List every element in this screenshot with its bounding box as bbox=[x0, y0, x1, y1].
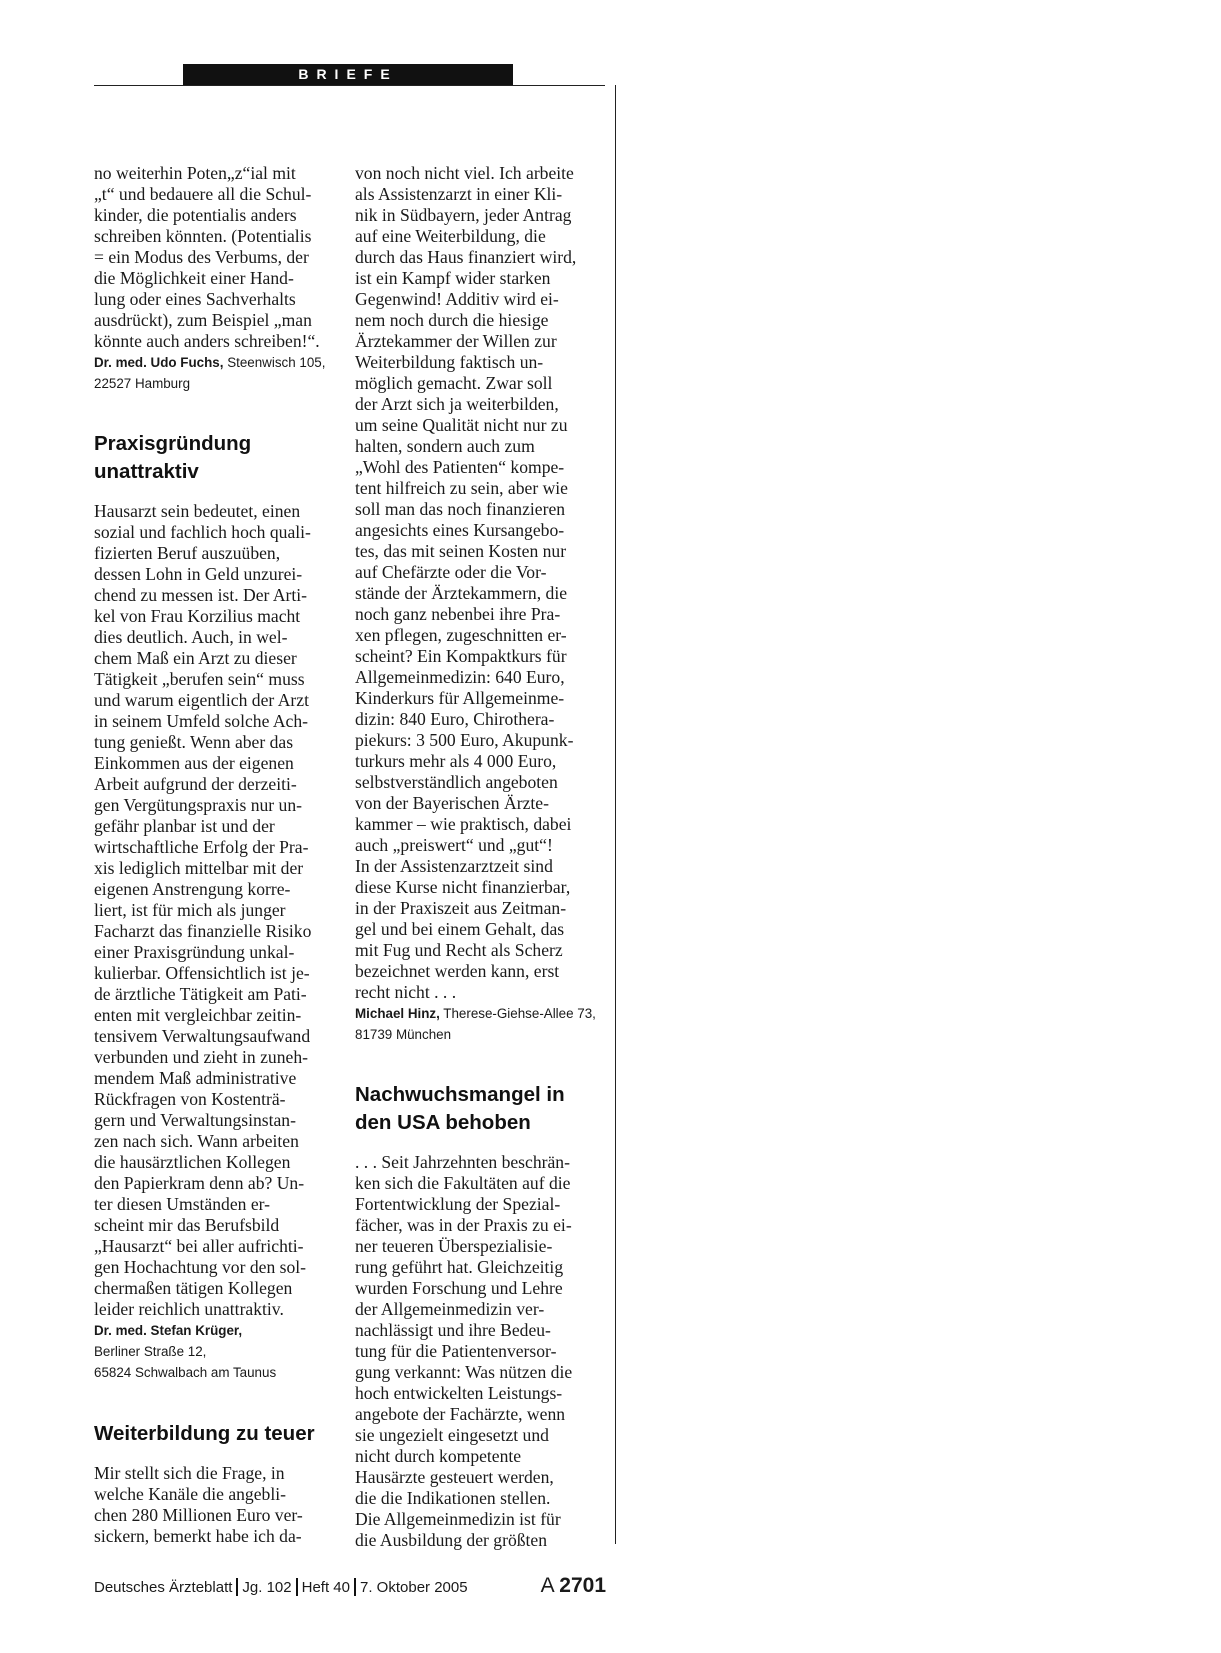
page-number-value: 2701 bbox=[559, 1574, 606, 1597]
author-name: Michael Hinz, bbox=[355, 1006, 440, 1021]
author-address: Therese-Giehse-Allee 73, 81739 München bbox=[355, 1006, 596, 1042]
right-column bbox=[355, 163, 607, 1551]
letter-signature bbox=[355, 1003, 607, 1045]
column-rule bbox=[615, 85, 616, 1544]
footer-citation bbox=[94, 1578, 468, 1597]
footer-separator bbox=[236, 1578, 238, 1596]
letter-continuation: no weiterhin Poten„z“ial mit „t“ und bedauere all die Schul- kinder, die potentialis anders schreiben könnten. (Potentialis = ein Modus des Verbums, der die Möglichkeit einer Hand- lung oder eines Sachverhalts ausdrückt), zum Beispiel „man könnte auch anders schreiben!“. bbox=[94, 163, 320, 351]
letter-body: Mir stellt sich die Frage, in welche Kanäle die angebli- chen 280 Millionen Euro ver- sickern, bemerkt habe ich da- bbox=[94, 1463, 303, 1546]
journal-issue: Heft 40 bbox=[301, 1579, 350, 1596]
author-name: Dr. med. Udo Fuchs, bbox=[94, 355, 224, 370]
author-address: Berliner Straße 12, 65824 Schwalbach am Taunus bbox=[94, 1344, 277, 1380]
journal-name: Deutsches Ärzteblatt bbox=[94, 1579, 233, 1596]
letter-heading: Praxisgründung unattraktiv bbox=[94, 432, 252, 483]
journal-volume: Jg. 102 bbox=[242, 1579, 292, 1596]
page-number bbox=[541, 1573, 606, 1599]
left-column bbox=[94, 163, 340, 1547]
letter-body: von noch nicht viel. Ich arbeite als Assistenzarzt in einer Kli- nik in Südbayern, jeder Antrag auf eine Weiterbildung, die durch das Haus finanziert wird, ist ein Kampf wider starken Gegenwind! Additiv wird ei- nem noch durch die hiesige Ärztekammer der Willen zur Weiterbildung faktisch un- möglich gemacht. Zwar soll der Arzt sich ja weiterbilden, um seine Qualität nicht nur zu halten, sondern auch zum „Wohl des Patienten“ kompe- tent hilfreich zu sein, aber wie soll man das noch finanzieren angesichts eines Kursangebo- tes, das mit seinen Kosten nur auf Chefärzte oder die Vor- stände der Ärztekammern, die noch ganz nebenbei ihre Pra- xen pflegen, zugeschnitten er- scheint? Ein Kompaktkurs für Allgemeinmedizin: 640 Euro, Kinderkurs für Allgemeinme- dizin: 840 Euro, Chirothera- piekurs: 3 500 Euro, Akupunk- turkurs mehr als 4 000 Euro, selbstverständlich angeboten von der Bayerischen Ärzte- kammer – wie praktisch, dabei auch „preiswert“ und „gut“! In der Assistenzarztzeit sind diese Kurse nicht finanzierbar, in der Praxiszeit aus Zeitman- gel und bei einem Gehalt, das mit Fug und Recht als Scherz bezeichnet werden kann, erst recht nicht . . . bbox=[355, 163, 577, 1002]
letter-signature bbox=[94, 352, 340, 394]
letter-heading: Nachwuchsmangel in den USA behoben bbox=[355, 1083, 565, 1134]
page-prefix: A bbox=[540, 1574, 560, 1597]
footer-separator bbox=[354, 1578, 356, 1596]
letter-body: Hausarzt sein bedeutet, einen sozial und fachlich hoch quali- fizierten Beruf auszuüben, dessen Lohn in Geld unzurei- chend zu messen ist. Der Arti- kel von Frau Korzilius macht dies deutlich. Auch, in wel- chem Maß ein Arzt zu dieser Tätigkeit „berufen sein“ muss und warum eigentlich der Arzt in seinem Umfeld solche Ach- tung genießt. Wenn aber das Einkommen aus der eigenen Arbeit aufgrund der derzeiti- gen Vergütungspraxis nur un- gefähr planbar ist und der wirtschaftliche Erfolg der Pra- xis lediglich mittelbar mit der eigenen Anstrengung korre- liert, ist für mich als junger Facharzt das finanzielle Risiko einer Praxisgründung unkal- kulierbar. Offensichtlich ist je- de ärztliche Tätigkeit am Pati- enten mit vergleichbar zeitin- tensivem Verwaltungsaufwand verbunden und zieht in zuneh- mendem Maß administrative Rückfragen von Kostenträ- gern und Verwaltungsinstan- zen nach sich. Wann arbeiten die hausärztlichen Kollegen den Papierkram denn ab? Un- ter diesen Umständen er- scheint mir das Berufsbild „Hausarzt“ bei aller aufrichti- gen Hochachtung vor den sol- chermaßen tätigen Kollegen leider reichlich unattraktiv. bbox=[94, 501, 312, 1319]
header-rule bbox=[94, 85, 605, 86]
section-header bbox=[183, 64, 513, 85]
author-name: Dr. med. Stefan Krüger, bbox=[94, 1323, 243, 1338]
author-address: Steenwisch 105, 22527 Hamburg bbox=[94, 355, 326, 391]
letter-signature bbox=[94, 1320, 340, 1383]
page-footer bbox=[94, 1573, 606, 1599]
letter-body: . . . Seit Jahrzehnten beschrän- ken sich die Fakultäten auf die Fortentwicklung der Spezial- fächer, was in der Praxis zu ei- ner teueren Überspezialisie- rung geführt hat. Gleichzeitig wurden Forschung und Lehre der Allgemeinmedizin ver- nachlässigt und ihre Bedeu- tung für die Patientenversor- gung verkannt: Was nützen die hoch entwickelten Leistungs- angebote der Fachärzte, wenn sie ungezielt eingesetzt und nicht durch kompetente Hausärzte gesteuert werden, die die Indikationen stellen. Die Allgemeinmedizin ist für die Ausbildung der größten bbox=[355, 1152, 573, 1550]
section-label: BRIEFE bbox=[298, 66, 398, 82]
footer-separator bbox=[296, 1578, 298, 1596]
journal-date: 7. Oktober 2005 bbox=[360, 1579, 468, 1596]
letter-heading: Weiterbildung zu teuer bbox=[94, 1422, 315, 1445]
